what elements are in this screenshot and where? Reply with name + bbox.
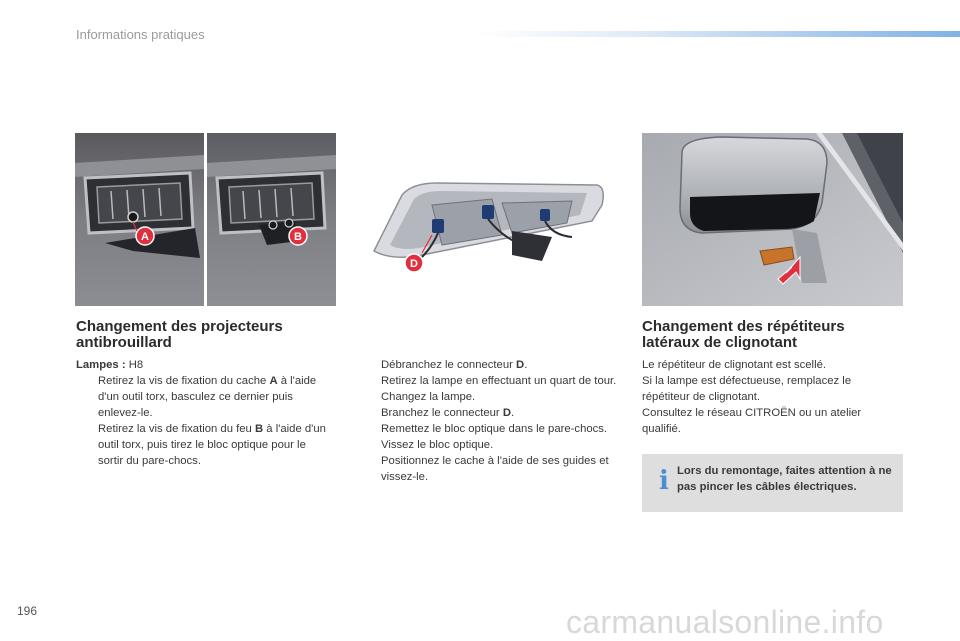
fog-step: Retirez la vis de fixation du feu B à l'aide d'un outil torx, puis tirez le bloc optique pour le sortir du pare-chocs.	[98, 423, 326, 467]
svg-text:A: A	[141, 231, 149, 243]
repeater-paragraph: Si la lampe est défectueuse, remplacez le répétiteur de clignotant.	[642, 375, 852, 403]
marker-a	[136, 227, 154, 245]
fog-title-line1: Changement des projecteurs	[76, 318, 283, 335]
headlamp-step: Branchez le connecteur D.	[381, 407, 515, 419]
lamp-type-line	[76, 357, 328, 373]
repeater-title-line1: Changement des répétiteurs	[642, 318, 845, 335]
fog-step: Retirez la vis de fixation du cache A à l'aide d'un outil torx, basculez ce dernier puis enlevez-le.	[98, 375, 317, 419]
headlamp-unit-illustration	[362, 175, 612, 280]
fog-section-title	[76, 319, 336, 351]
marker-d	[405, 254, 423, 272]
svg-text:D: D	[410, 258, 418, 270]
side-mirror-photo	[642, 133, 903, 306]
repeater-paragraph: Le répétiteur de clignotant est scellé.	[642, 359, 826, 371]
section-header: Informations pratiques	[76, 27, 205, 42]
fog-lamp-cover-photo	[75, 133, 204, 306]
repeater-paragraph: Consultez le réseau CITROËN ou un atelier qualifié.	[642, 407, 862, 435]
repeater-section-title	[642, 319, 904, 351]
headlamp-step: Vissez le bloc optique.	[381, 439, 494, 451]
info-icon: i	[659, 466, 669, 496]
svg-text:B: B	[294, 231, 302, 243]
info-note	[642, 454, 903, 512]
headlamp-step: Remettez le bloc optique dans le pare-chocs.	[381, 423, 608, 435]
marker-b	[289, 227, 307, 245]
headlamp-step: Débranchez le connecteur D.	[381, 359, 528, 371]
fog-instructions	[76, 357, 328, 469]
header-accent-bar	[478, 31, 960, 37]
fog-title-line2: antibrouillard	[76, 334, 172, 351]
headlamp-step: Positionnez le cache à l'aide de ses guides et vissez-le.	[381, 455, 609, 483]
fog-lamp-screw-photo	[207, 133, 336, 306]
watermark: carmanualsonline.info	[566, 604, 884, 640]
repeater-text	[642, 357, 887, 437]
headlamp-step: Retirez la lampe en effectuant un quart de tour.	[381, 375, 617, 387]
note-text: Lors du remontage, faites attention à ne pas pincer les câbles électriques.	[677, 465, 892, 493]
repeater-title-line2: latéraux de clignotant	[642, 334, 798, 351]
page-number: 196	[17, 604, 38, 618]
lamps-label: Lampes :	[76, 359, 126, 371]
headlamp-instructions	[359, 357, 621, 485]
headlamp-step: Changez la lampe.	[381, 391, 476, 403]
lamps-value: H8	[128, 359, 144, 371]
